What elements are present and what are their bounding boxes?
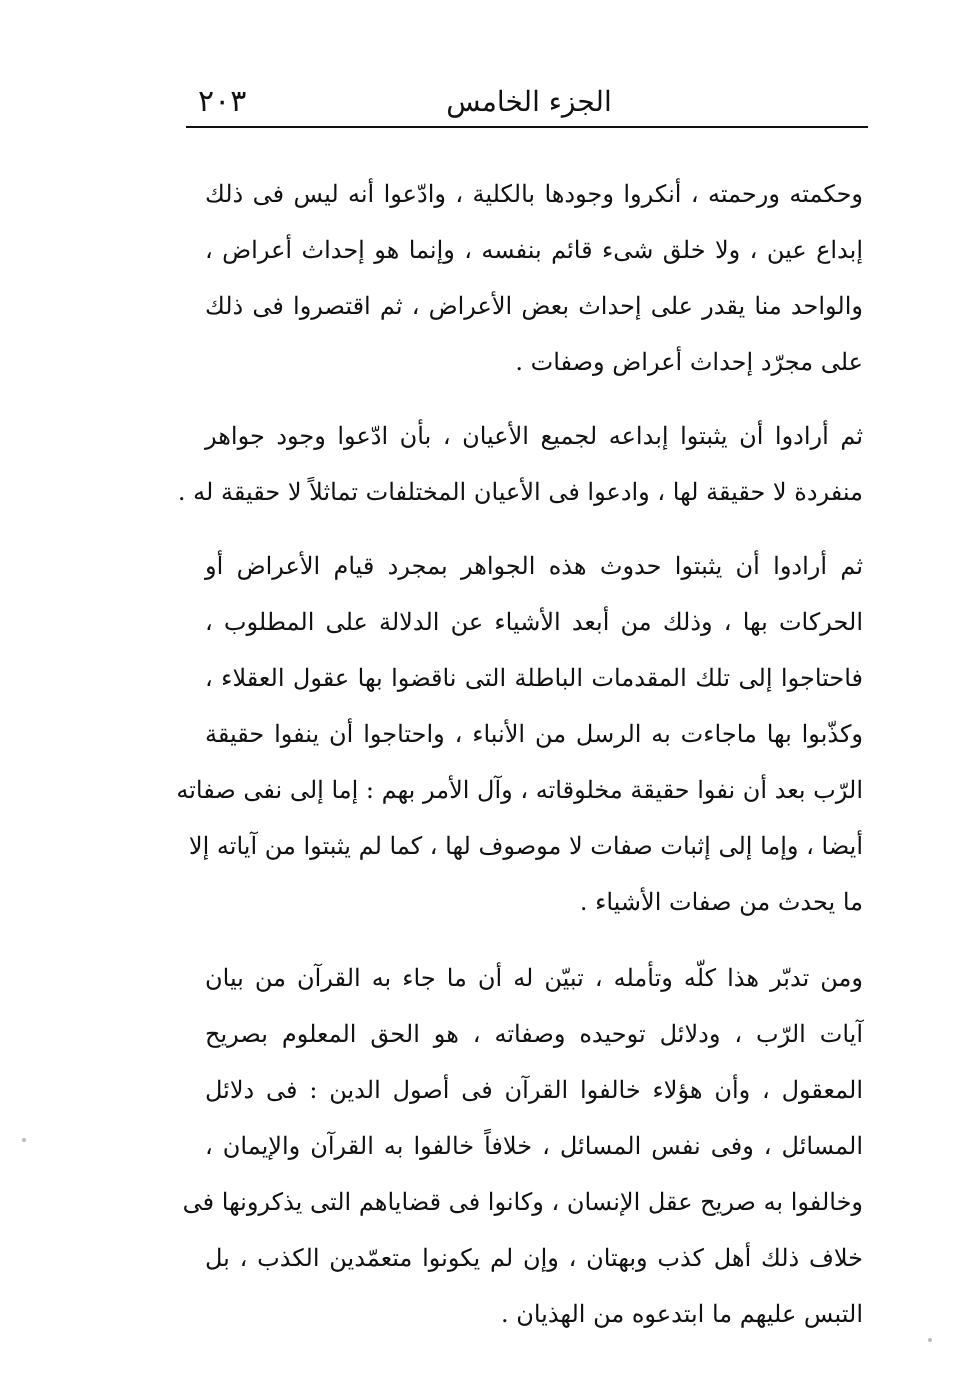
page-header xyxy=(190,84,868,126)
scan-speck xyxy=(22,1138,26,1142)
page-body xyxy=(176,166,863,1342)
text-line: الحركات بها ، وذلك من أبعد الأشياء عن الدلالة على المطلوب ، xyxy=(205,608,863,636)
text-line: إبداع عين ، ولا خلق شىء قائم بنفسه ، وإنما هو إحداث أعراض ، xyxy=(205,236,863,264)
text-line: منفردة لا حقيقة لها ، وادعوا فى الأعيان المختلفات تماثلاً لا حقيقة له . xyxy=(177,478,863,506)
paragraph-1 xyxy=(205,166,863,390)
paragraph-4 xyxy=(182,950,863,1342)
text-line: ومن تدبّر هذا كلّه وتأمله ، تبيّن له أن ما جاء به القرآن من بيان xyxy=(205,964,863,992)
header-rule xyxy=(186,126,868,128)
text-line: المسائل ، وفى نفس المسائل ، خلافاً خالفوا به القرآن والإيمان ، xyxy=(205,1132,863,1160)
page-number: ٢٠٣ xyxy=(198,84,247,119)
text-line: أيضا ، وإما إلى إثبات صفات لا موصوف لها ، كما لم يثبتوا من آياته إلا xyxy=(188,832,863,860)
text-line: المعقول ، وأن هؤلاء خالفوا القرآن فى أصول الدين : فى دلائل xyxy=(205,1076,863,1104)
text-line: وخالفوا به صريح عقل الإنسان ، وكانوا فى قضاياهم التى يذكرونها فى xyxy=(182,1188,863,1216)
paragraph-3 xyxy=(176,538,863,930)
text-line: فاحتاجوا إلى تلك المقدمات الباطلة التى ناقضوا بها عقول العقلاء ، xyxy=(205,664,863,692)
text-line: الرّب بعد أن نفوا حقيقة مخلوقاته ، وآل الأمر بهم : إما إلى نفى صفاته xyxy=(176,776,863,804)
text-line: ما يحدث من صفات الأشياء . xyxy=(579,888,863,916)
running-title: الجزء الخامس xyxy=(446,85,612,118)
text-line: وحكمته ورحمته ، أنكروا وجودها بالكلية ، وادّعوا أنه ليس فى ذلك xyxy=(205,180,863,208)
text-line: على مجرّد إحداث أعراض وصفات . xyxy=(515,348,863,376)
scan-speck xyxy=(928,1338,932,1342)
text-line: وكذّبوا بها ماجاءت به الرسل من الأنباء ، واحتاجوا أن ينفوا حقيقة xyxy=(205,720,863,748)
paragraph-2 xyxy=(177,408,863,520)
text-line: ثم أرادوا أن يثبتوا إبداعه لجميع الأعيان ، بأن ادّعوا وجود جواهر xyxy=(205,422,863,450)
text-line: آيات الرّب ، ودلائل توحيده وصفاته ، هو الحق المعلوم بصريح xyxy=(205,1020,863,1048)
text-line: ثم أرادوا أن يثبتوا حدوث هذه الجواهر بمجرد قيام الأعراض أو xyxy=(205,552,863,580)
text-line: التبس عليهم ما ابتدعوه من الهذيان . xyxy=(500,1300,863,1328)
text-line: والواحد منا يقدر على إحداث بعض الأعراض ، ثم اقتصروا فى ذلك xyxy=(205,292,863,320)
text-line: خلاف ذلك أهل كذب وبهتان ، وإن لم يكونوا متعمّدين الكذب ، بل xyxy=(205,1244,863,1272)
